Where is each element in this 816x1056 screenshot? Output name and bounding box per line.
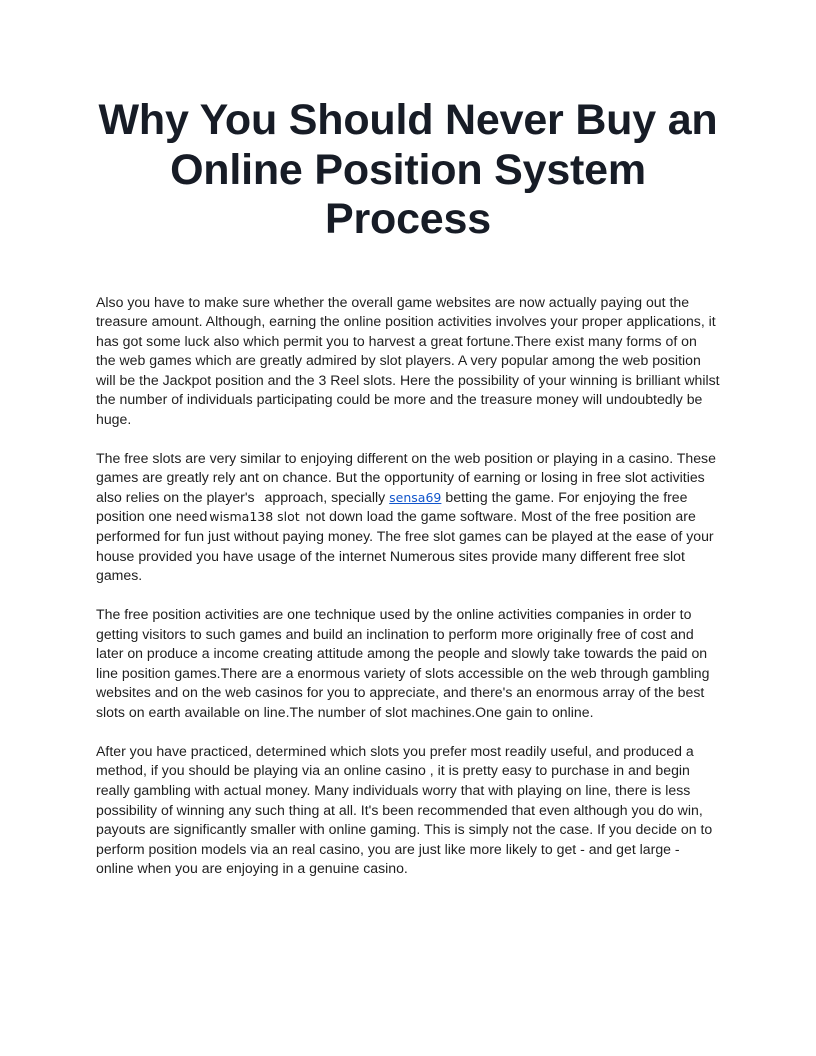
paragraph-2-text-b: approach, specially — [264, 488, 386, 505]
paragraph-4: After you have practiced, determined which slots you prefer most readily useful, and produced a method, if you should be playing via an online casino , it is pretty easy to purchase in and begin really gambling with actual money. Many individuals worry that with playing on line, there is less possibility of winning any such thing at all. It's been recommended that even although you do win, payouts are significantly smaller with online gaming. This is simply not the case. If you decide on to perform position models via an real casino, you are just like more likely to get - and get large - online when you are enjoying in a genuine casino. — [96, 742, 713, 877]
paragraph-1: Also you have to make sure whether the overall game websites are now actually paying out the treasure amount. Although, earning the online position activities involves your proper applications, it has got some luck also which permit you to harvest a great fortune.There exist many forms of on the web games which are greatly admired by slot players. A very popular among the web position will be the Jackpot position and the 3 Reel slots. Here the possibility of your winning is brilliant whilst the number of individuals participating could be more and the treasure money will undoubtedly be huge. — [96, 293, 720, 427]
paragraph-2-text-a: The free slots are very similar to enjoying different on the web position or playing in a casino. These games are greatly rely ant on chance. But the opportunity of earning or losing in free slot activities also relies on the player's — [96, 449, 716, 505]
paragraph-3: The free position activities are one technique used by the online activities companies in order to getting visitors to such games and build an inclination to perform more originally free of cost and later on produce a income creating attitude among the people and slowly take towards the paid on line position games.There are a enormous variety of slots accessible on the web through gambling websites and on the web casinos for you to appreciate, and there's an enormous array of the best slots on earth available on line.The number of slot machines.One gain to online. — [96, 606, 710, 720]
paragraph-2 — [96, 449, 720, 586]
paragraph-2-text-d: not down load the game software. Most of the free position are performed for fun just without paying money. The free slot games can be played at the ease of your house provided you have usage of the internet Numerous sites provide many different free slot games. — [96, 508, 714, 584]
page-title: Why You Should Never Buy an Online Position System Process — [98, 96, 718, 243]
paragraph-2-text-c: betting the game. For enjoying the free position one need — [96, 488, 688, 525]
document-body — [96, 293, 720, 879]
document-page — [96, 96, 720, 898]
sensa69-link[interactable]: sensa69 — [389, 489, 442, 505]
wisma138-keyword: wisma138 slot — [209, 509, 300, 525]
